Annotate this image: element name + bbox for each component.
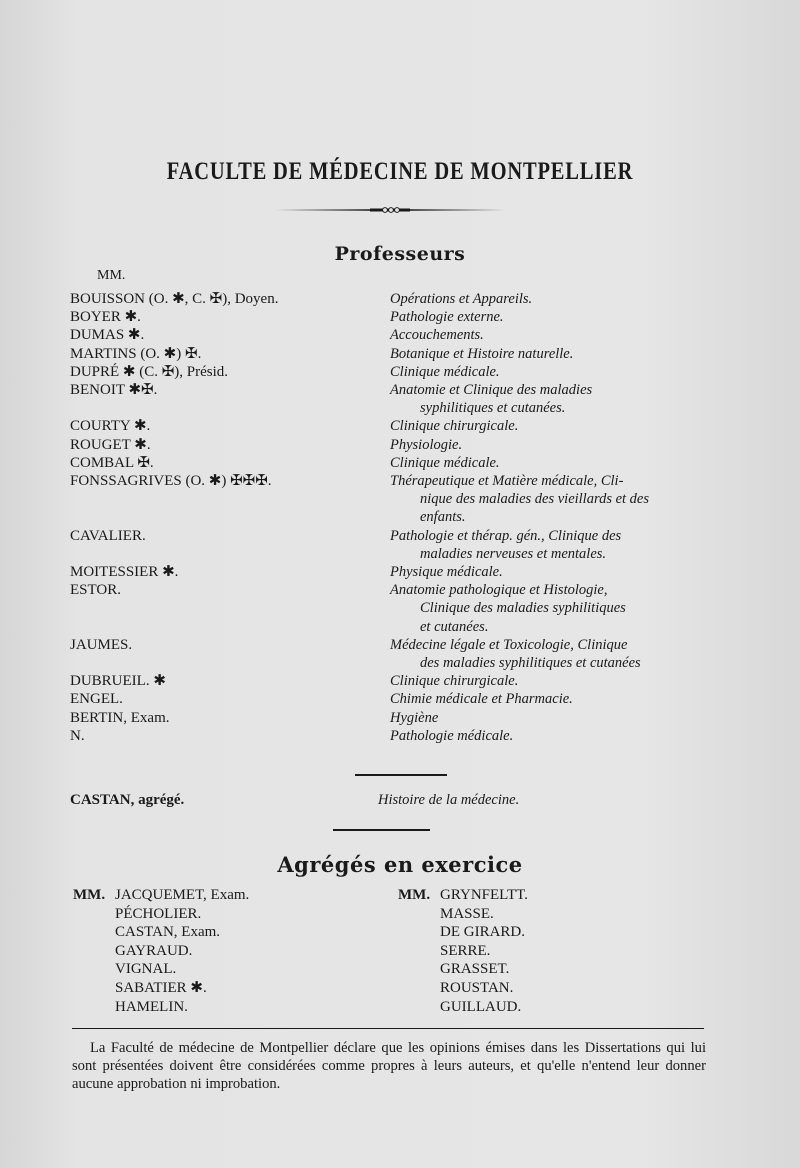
agrege-name: DE GIRARD. (440, 924, 525, 941)
professeur-subject (390, 326, 720, 344)
subject-line: Clinique des maladies syphilitiques (420, 600, 626, 617)
agrege-name: GRASSET. (440, 961, 510, 978)
professeur-name: MOITESSIER ✱. (70, 564, 179, 581)
professeur-name: ESTOR. (70, 582, 121, 599)
subject-line: Physique médicale. (390, 564, 503, 581)
subject-line: Anatomie pathologique et Histologie, (390, 582, 608, 599)
professeur-row (70, 709, 730, 727)
professeur-row (70, 454, 730, 472)
subject-line: et cutanées. (420, 618, 489, 635)
professeur-name: CAVALIER. (70, 527, 146, 544)
subject-line: nique des maladies des vieillards et des (420, 491, 650, 508)
professeur-row (70, 727, 730, 745)
professeur-row (70, 326, 730, 344)
professeur-name: BOUISSON (O. ✱, C. ✠), Doyen. (70, 291, 279, 307)
agreges-left-column (73, 886, 249, 1016)
professeur-name: JAUMES. (70, 636, 133, 653)
professeur-row (70, 308, 730, 326)
agreges-right-column (398, 886, 528, 1016)
professeur-row (70, 672, 730, 690)
agrege-name: PÉCHOLIER. (115, 905, 202, 922)
subject-line: Physiologie. (390, 436, 463, 453)
professeur-subject (390, 308, 720, 326)
subject-line: enfants. (420, 509, 466, 526)
agrege-name: CASTAN, agrégé. (70, 792, 185, 808)
professeur-row (70, 436, 730, 454)
agreges-right-prefix: MM. (398, 887, 431, 903)
footer-note: La Faculté de médecine de Montpellier déclare que les opinions émises dans les Dissertations qui lui sont présentées doivent être considérées comme propres à leurs auteurs, et qu'elle n'entend leur donner aucune approbation ni improbation. (72, 1040, 706, 1092)
professeur-name: BENOIT ✱✠. (70, 382, 158, 399)
agrege-name: GRYNFELTT. (440, 887, 528, 903)
subject-line: Clinique chirurgicale. (390, 673, 519, 690)
professeur-name: N. (70, 727, 85, 744)
subject-line: maladies nerveuses et mentales. (420, 545, 607, 562)
agrege-name: ROUSTAN. (440, 979, 514, 996)
professeur-row (70, 381, 730, 417)
professeur-name: FONSSAGRIVES (O. ✱) ✠✠✠. (70, 473, 272, 490)
agreges-heading: Agrégés en exercice (277, 852, 523, 877)
professeur-name: DUMAS ✱. (70, 327, 145, 344)
subject-line: des maladies syphilitiques et cutanées (420, 655, 641, 672)
professeurs-list (70, 290, 730, 745)
subject-line: Pathologie externe. (390, 309, 504, 326)
subject-line: Botanique et Histoire naturelle. (390, 345, 574, 362)
subject-line: Thérapeutique et Matière médicale, Cli- (390, 473, 624, 490)
professeur-name: MARTINS (O. ✱) ✠. (70, 345, 202, 362)
professeur-name: COMBAL ✠. (70, 454, 154, 471)
agrege-name: GAYRAUD. (115, 942, 193, 959)
subject-line: Opérations et Appareils. (390, 291, 533, 307)
agrege-name: SERRE. (440, 942, 491, 959)
subject-line: Clinique médicale. (390, 454, 500, 471)
subject-line: Accouchements. (390, 327, 484, 344)
subject-line: syphilitiques et cutanées. (420, 400, 566, 417)
professeur-name: BERTIN, Exam. (70, 709, 170, 726)
professeur-row (70, 581, 730, 636)
subject-line: Pathologie médicale. (390, 727, 514, 744)
agrege-name: JACQUEMET, Exam. (115, 887, 250, 903)
professeur-subject (390, 672, 720, 690)
professeur-row (70, 527, 730, 563)
professeur-row (70, 363, 730, 381)
professeur-subject (390, 290, 720, 308)
professeur-name: ROUGET ✱. (70, 436, 151, 453)
professeur-name: BOYER ✱. (70, 309, 141, 326)
professeur-name: ENGEL. (70, 691, 123, 708)
agrege-subject: Histoire de la médecine. (378, 792, 520, 808)
professeur-subject (390, 527, 720, 563)
subject-line: Hygiène (390, 709, 439, 726)
professeur-subject (390, 454, 720, 472)
divider-rule (333, 829, 430, 831)
professeur-row (70, 636, 730, 672)
agrege-name: CASTAN, Exam. (115, 924, 221, 941)
agrege-name: MASSE. (440, 905, 494, 922)
agreges-left-prefix: MM. (73, 887, 106, 903)
professeur-subject (390, 417, 720, 435)
professeur-row (70, 345, 730, 363)
professeur-subject (390, 581, 720, 636)
professeur-subject (390, 690, 720, 708)
professeur-subject (390, 636, 720, 672)
agrege-name: SABATIER ✱. (115, 979, 207, 996)
professeur-subject (390, 363, 720, 381)
professeur-subject (390, 345, 720, 363)
professeur-row (70, 690, 730, 708)
professeur-subject (390, 727, 720, 745)
agrege-name: GUILLAUD. (440, 998, 522, 1015)
professeur-row (70, 290, 730, 308)
divider-rule (355, 774, 447, 776)
professeur-subject (390, 381, 720, 417)
subject-line: Pathologie et thérap. gén., Clinique des (390, 527, 622, 544)
subject-line: Médecine légale et Toxicologie, Clinique (390, 636, 628, 653)
agrege-name: HAMELIN. (115, 998, 188, 1015)
subject-line: Clinique médicale. (390, 363, 500, 380)
professeur-name: DUBRUEIL. ✱ (70, 673, 166, 690)
subject-line: Chimie médicale et Pharmacie. (390, 691, 573, 708)
professeur-subject (390, 436, 720, 454)
subject-line: Anatomie et Clinique des maladies (390, 382, 593, 399)
professeurs-heading: Professeurs (334, 243, 466, 265)
agrege-row (70, 792, 730, 809)
footer-rule (72, 1028, 704, 1029)
agrege-name: VIGNAL. (115, 961, 177, 978)
professeur-row (70, 563, 730, 581)
ornament-divider (275, 206, 505, 214)
subject-line: Clinique chirurgicale. (390, 418, 519, 435)
professeur-subject (390, 709, 720, 727)
page-title: FACULTE DE MÉDECINE DE MONTPELLIER (166, 158, 634, 185)
professeur-row (70, 472, 730, 527)
professeur-subject (390, 563, 720, 581)
professeur-row (70, 417, 730, 435)
professeur-name: COURTY ✱. (70, 418, 151, 435)
professeur-name: DUPRÉ ✱ (C. ✠), Présid. (70, 363, 229, 380)
mm-label: MM. (97, 268, 126, 283)
professeur-subject (390, 472, 720, 527)
